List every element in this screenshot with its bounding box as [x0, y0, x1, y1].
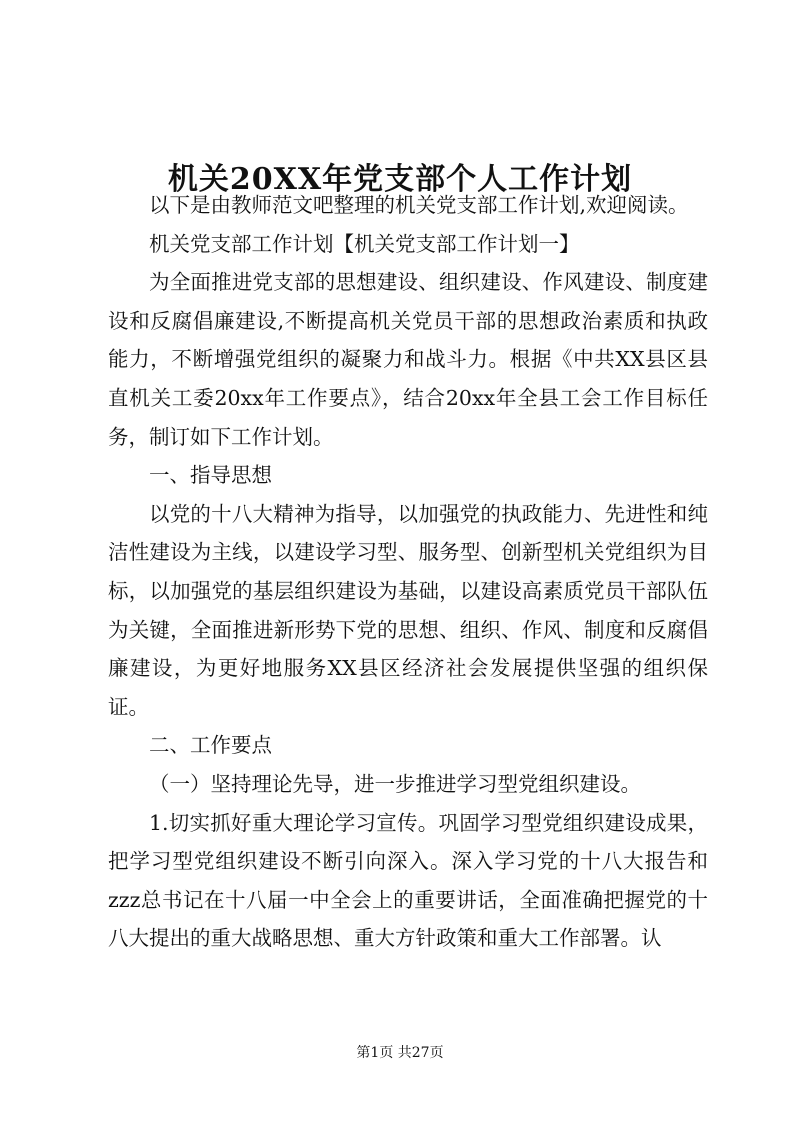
section-heading-guiding-ideology: 一、指导思想	[149, 463, 272, 488]
paragraph-intro: 以下是由教师范文吧整理的机关党支部工作计划,欢迎阅读。	[149, 193, 689, 217]
document-title: 机关20XX年党支部个人工作计划	[167, 162, 633, 198]
subsection-heading-theory: （一）坚持理论先导，进一步推进学习型党组织建设。	[149, 771, 641, 796]
section-heading-work-points: 二、工作要点	[149, 733, 272, 758]
paragraph-guiding-ideology: 以党的十八大精神为指导，以加强党的执政能力、先进性和纯洁性建设为主线，以建设学习型、服务型、创新型机关党组织为目标，以加强党的基层组织建设为基础，以建设高素质党员干部队伍为关键，全面推进新形势下党的思想、组织、作风、制度和反腐倡廉建设，为更好地服务XX县区经济社会发展提供坚强的组织保证。	[108, 501, 708, 719]
paragraph-theory-study: 1.切实抓好重大理论学习宣传。巩固学习型党组织建设成果，把学习型党组织建设不断引向深入。深入学习党的十八大报告和zzz总书记在十八届一中全会上的重要讲话，全面准确把握党的十八大提出的重大战略思想、重大方针政策和重大工作部署。认	[108, 810, 708, 951]
page-footer: 第1页 共27页	[356, 1045, 444, 1061]
document-body	[108, 186, 708, 958]
paragraph-purpose: 为全面推进党支部的思想建设、组织建设、作风建设、制度建设和反腐倡廉建设,不断提高机关党员干部的思想政治素质和执政能力，不断增强党组织的凝聚力和战斗力。根据《中共XX县区县直机关工委20xx年工作要点》，结合20xx年全县工会工作目标任务，制订如下工作计划。	[108, 270, 708, 449]
paragraph-subtitle: 机关党支部工作计划【机关党支部工作计划一】	[149, 231, 580, 256]
